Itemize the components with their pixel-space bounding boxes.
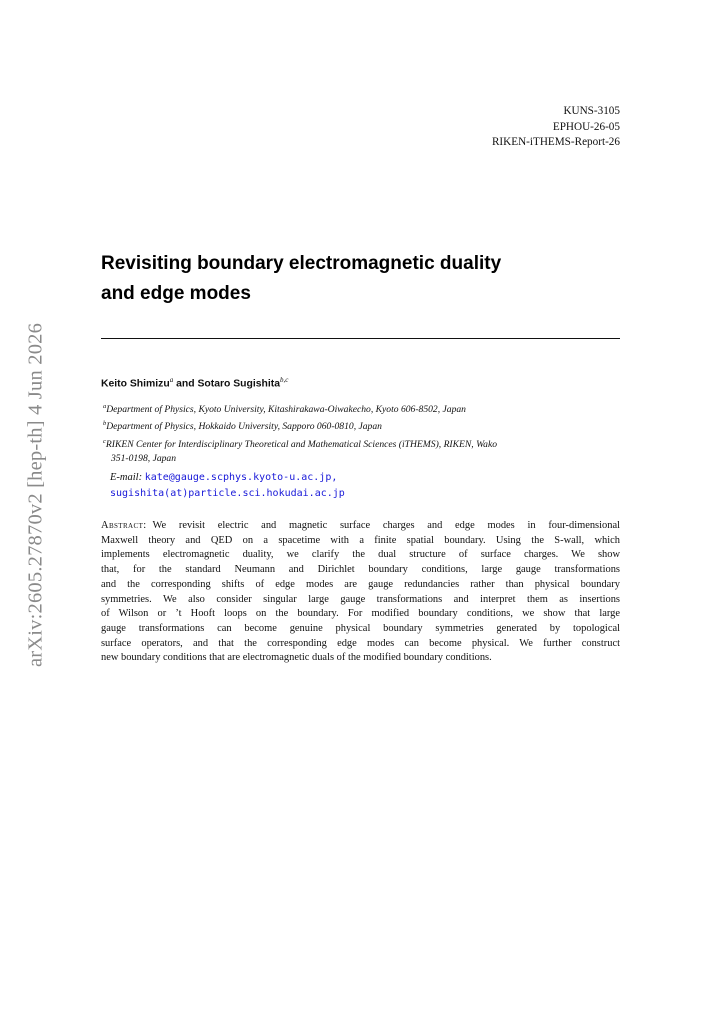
abstract-line (101, 519, 620, 534)
affiliation-text: Department of Physics, Hokkaido University, Sapporo 060-0810, Japan (106, 421, 382, 433)
report-number: KUNS-3105 (563, 105, 620, 117)
author-conjunction: and (173, 378, 198, 390)
affiliation (103, 400, 620, 417)
abstract-line: gauge transformations can become genuine physical boundary symmetries generated by topological (101, 622, 620, 634)
author-affiliation-mark: a (169, 376, 174, 384)
author-affiliation-mark: b,c (280, 376, 289, 384)
affiliations (103, 400, 620, 467)
abstract (101, 519, 620, 666)
author-name: Sotaro Sugishita (197, 378, 281, 390)
title-line: and edge modes (101, 283, 251, 304)
affiliation (103, 435, 620, 467)
email-label: E-mail: (110, 472, 143, 483)
title-line: Revisiting boundary electromagnetic duality (101, 253, 502, 274)
paper-title (101, 249, 601, 309)
abstract-line: that, for the standard Neumann and Dirichlet boundary conditions, large gauge transformations (101, 564, 620, 576)
arxiv-identifier-stamp[interactable]: arXiv:2605.27870v2 [hep-th] 4 Jun 2026 (24, 322, 47, 668)
affiliation-text: RIKEN Center for Interdisciplinary Theoretical and Mathematical Sciences (iTHEMS), RIKEN, Wako (105, 439, 498, 451)
email-block (110, 470, 345, 502)
abstract-line: implements electromagnetic duality, we clarify the dual structure of surface charges. We show (101, 549, 620, 561)
abstract-line: symmetries. We also consider singular large gauge transformations and interpret them as insertions (101, 593, 620, 605)
report-number: EPHOU-26-05 (552, 120, 620, 133)
affiliation-text-continued: 351-0198, Japan (111, 453, 177, 465)
title-rule (101, 338, 620, 339)
abstract-line: new boundary conditions that are electromagnetic duals of the modified boundary conditions. (101, 652, 492, 664)
email-link[interactable]: kate@gauge.scphys.kyoto-u.ac.jp, (144, 472, 338, 483)
affiliation-text: Department of Physics, Kyoto University, Kitashirakawa-Oiwakecho, Kyoto 606-8502, Japan (106, 404, 466, 416)
abstract-line: and the corresponding shifts of edge modes are gauge redundancies rather than physical boundary (101, 578, 620, 590)
abstract-line: of Wilson or ’t Hooft loops on the boundary. For modified boundary conditions, we show that large (101, 608, 620, 620)
abstract-heading: Abstract: (101, 520, 147, 531)
author-list (101, 376, 288, 389)
report-numbers (492, 104, 620, 151)
abstract-line: Maxwell theory and QED on a spacetime with a finite spatial boundary. Using the S-wall, which (101, 534, 620, 546)
affiliation (103, 417, 620, 434)
report-number: RIKEN-iTHEMS-Report-26 (491, 136, 620, 148)
affiliation-mark: b (103, 420, 107, 428)
author-name: Keito Shimizu (101, 378, 170, 390)
affiliation-mark: c (103, 437, 106, 445)
abstract-text: We revisit electric and magnetic surface charges and edge modes in four-dimensional (152, 520, 620, 531)
email-link[interactable]: sugishita(at)particle.sci.hokudai.ac.jp (110, 488, 345, 499)
abstract-line: surface operators, and that the corresponding edge modes can become physical. We further construct (101, 637, 620, 649)
affiliation-mark: a (103, 403, 107, 410)
